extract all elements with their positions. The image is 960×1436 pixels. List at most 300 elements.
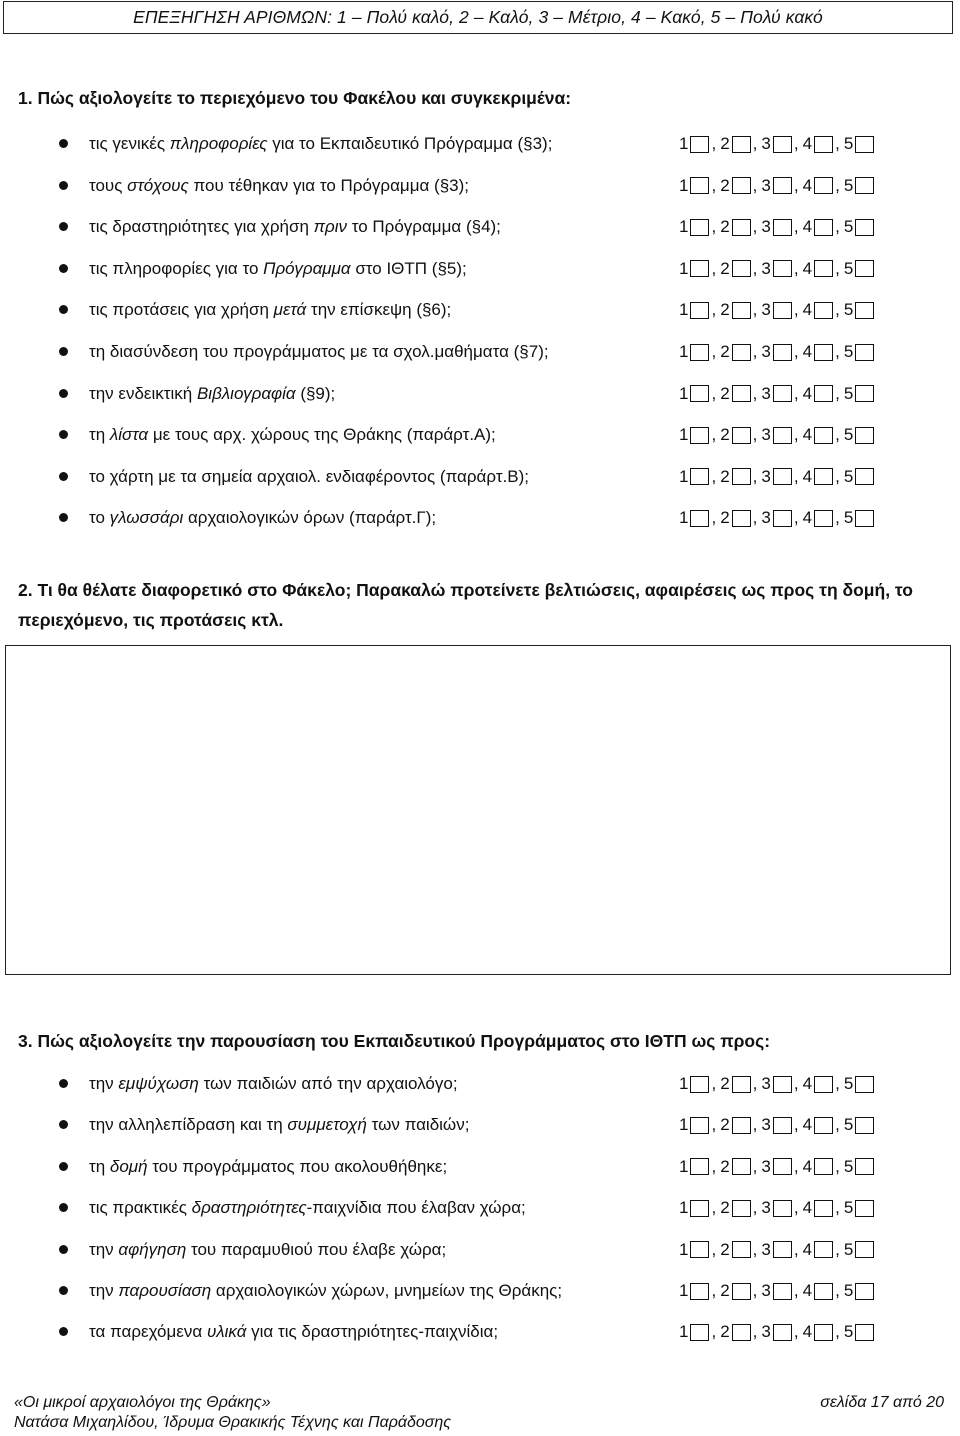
rating-option-number: 1: [679, 1074, 689, 1093]
rating-checkbox[interactable]: [690, 427, 709, 444]
rating-row: [0, 1279, 960, 1303]
separator: ,: [835, 342, 840, 361]
rating-option-number: 5: [843, 258, 854, 278]
label-pre: την: [89, 1239, 119, 1259]
separator: ,: [752, 1074, 758, 1093]
separator: ,: [793, 1281, 799, 1300]
rating-option: [844, 298, 874, 322]
rating-option-number: 1: [679, 175, 689, 195]
rating-option-number: 2: [720, 1239, 730, 1259]
rating-checkbox[interactable]: [773, 1076, 792, 1093]
rating-checkbox[interactable]: [855, 344, 874, 361]
separator: ,: [835, 425, 840, 445]
rating-option-number: 1: [679, 134, 689, 153]
rating-option-number: 3: [761, 175, 771, 195]
rating-option: [844, 1196, 874, 1220]
rating-row: [0, 174, 960, 198]
footer-title: «Οι μικροί αρχαιολόγοι της Θράκης»: [14, 1394, 271, 1411]
rating-option: [803, 1072, 833, 1096]
rating-checkbox[interactable]: [855, 1117, 874, 1134]
rating-option: [720, 1320, 750, 1344]
rating-row: [0, 215, 960, 239]
rating-checkbox[interactable]: [773, 1283, 792, 1300]
rating-option: [720, 257, 750, 281]
separator: ,: [793, 508, 799, 528]
label-post: την επίσκεψη (§6);: [306, 300, 452, 320]
label-em: δραστηριότητες: [191, 1198, 307, 1218]
label-post: του παραμυθιού που έλαβε χώρα;: [186, 1239, 447, 1259]
rating-option: [844, 1238, 874, 1262]
separator: ,: [793, 1074, 799, 1093]
separator: ,: [752, 1322, 758, 1342]
rating-option-number: 1: [679, 1115, 689, 1135]
rating-checkbox[interactable]: [773, 177, 792, 194]
rating-checkbox[interactable]: [855, 136, 874, 153]
separator: ,: [711, 258, 717, 278]
rating-checkbox[interactable]: [732, 136, 751, 153]
rating-checkbox[interactable]: [855, 385, 874, 402]
separator: ,: [835, 1198, 840, 1218]
label-em: αφήγηση: [118, 1239, 187, 1259]
rating-row-label: [89, 1072, 458, 1096]
rating-row: [0, 1072, 960, 1096]
rating-scale: [679, 132, 874, 156]
rating-option: [803, 1196, 833, 1220]
label-em: λίστα: [109, 425, 149, 445]
rating-checkbox[interactable]: [773, 136, 792, 153]
rating-option: [761, 215, 791, 239]
rating-option-number: 4: [802, 1281, 813, 1300]
label-post: των παιδιών από την αρχαιολόγο;: [198, 1074, 458, 1093]
label-pre: τη: [89, 1156, 110, 1176]
label-pre: την: [89, 1074, 119, 1093]
separator: ,: [835, 1074, 840, 1093]
rating-scale: [679, 174, 874, 198]
rating-checkbox[interactable]: [855, 468, 874, 485]
rating-checkbox[interactable]: [855, 427, 874, 444]
label-em: παρουσίαση: [118, 1281, 212, 1300]
rating-option: [844, 257, 874, 281]
separator: ,: [835, 466, 840, 486]
rating-scale: [679, 1279, 874, 1303]
rating-option-number: 5: [843, 1281, 854, 1300]
rating-checkbox[interactable]: [773, 1241, 792, 1258]
separator: ,: [835, 1156, 840, 1176]
rating-option: [844, 174, 874, 198]
separator: ,: [711, 508, 717, 528]
rating-option: [720, 1279, 750, 1303]
rating-checkbox[interactable]: [690, 260, 709, 277]
rating-option-number: 2: [720, 1281, 730, 1300]
rating-option-number: 5: [843, 300, 854, 320]
separator: ,: [711, 300, 717, 320]
rating-option: [720, 1113, 750, 1137]
separator: ,: [711, 466, 717, 486]
separator: ,: [752, 1115, 758, 1135]
rating-option: [803, 1238, 833, 1262]
rating-row: [0, 298, 960, 322]
separator: ,: [752, 134, 758, 153]
label-em: Πρόγραμμα: [263, 258, 351, 278]
rating-option-number: 3: [761, 383, 771, 403]
rating-checkbox[interactable]: [814, 385, 833, 402]
rating-option-number: 5: [843, 425, 854, 445]
rating-checkbox[interactable]: [773, 1200, 792, 1217]
rating-option-number: 4: [802, 1322, 813, 1342]
rating-checkbox[interactable]: [732, 385, 751, 402]
rating-option: [679, 382, 709, 406]
bullet-icon: [59, 305, 68, 314]
rating-row: [0, 132, 960, 156]
separator: ,: [793, 1198, 799, 1218]
rating-option: [679, 132, 709, 156]
separator: ,: [752, 1198, 758, 1218]
rating-option-number: 4: [802, 300, 813, 320]
separator: ,: [835, 1281, 840, 1300]
rating-checkbox[interactable]: [690, 510, 709, 527]
rating-checkbox[interactable]: [773, 510, 792, 527]
rating-checkbox[interactable]: [855, 302, 874, 319]
rating-option-number: 1: [679, 1156, 689, 1176]
rating-option-number: 2: [720, 217, 730, 237]
rating-checkbox[interactable]: [814, 1200, 833, 1217]
separator: ,: [793, 134, 799, 153]
rating-option-number: 5: [843, 342, 854, 361]
rating-checkbox[interactable]: [814, 260, 833, 277]
rating-checkbox[interactable]: [855, 1076, 874, 1093]
rating-option-number: 3: [761, 425, 771, 445]
separator: ,: [752, 1156, 758, 1176]
rating-checkbox[interactable]: [855, 1158, 874, 1175]
rating-checkbox[interactable]: [732, 302, 751, 319]
rating-option-number: 4: [802, 383, 813, 403]
rating-checkbox[interactable]: [690, 302, 709, 319]
rating-scale: [679, 1072, 874, 1096]
label-post: για τις δραστηριότητες-παιχνίδια;: [246, 1322, 499, 1342]
bullet-icon: [59, 1286, 68, 1295]
rating-checkbox[interactable]: [732, 1200, 751, 1217]
label-post: το Πρόγραμμα (§4);: [347, 217, 501, 237]
label-post: στο ΙΘΤΠ (§5);: [350, 258, 467, 278]
rating-scale: [679, 340, 874, 364]
rating-option-number: 5: [843, 134, 854, 153]
rating-option-number: 2: [720, 134, 730, 153]
separator: ,: [793, 466, 799, 486]
separator: ,: [711, 1322, 717, 1342]
rating-checkbox[interactable]: [690, 1158, 709, 1175]
rating-checkbox[interactable]: [773, 468, 792, 485]
rating-option-number: 2: [720, 1322, 730, 1342]
rating-option: [720, 132, 750, 156]
label-post: αρχαιολογικών όρων (παράρτ.Γ);: [183, 508, 437, 528]
rating-checkbox[interactable]: [773, 427, 792, 444]
rating-option: [720, 340, 750, 364]
rating-option: [761, 423, 791, 447]
rating-checkbox[interactable]: [855, 219, 874, 236]
rating-option: [679, 174, 709, 198]
rating-option: [803, 1113, 833, 1137]
rating-option-number: 4: [802, 342, 813, 361]
rating-checkbox[interactable]: [690, 1241, 709, 1258]
rating-scale: [679, 465, 874, 489]
rating-option: [720, 382, 750, 406]
label-pre: τις πρακτικές: [89, 1198, 192, 1218]
rating-checkbox[interactable]: [773, 260, 792, 277]
rating-checkbox[interactable]: [690, 177, 709, 194]
rating-checkbox[interactable]: [690, 1076, 709, 1093]
rating-checkbox[interactable]: [732, 427, 751, 444]
label-post: -παιχνίδια που έλαβαν χώρα;: [306, 1198, 526, 1218]
rating-checkbox[interactable]: [814, 1158, 833, 1175]
rating-row-label: [89, 298, 451, 322]
rating-checkbox[interactable]: [855, 177, 874, 194]
separator: ,: [752, 175, 758, 195]
legend-prefix: ΕΠΕΞΗΓΗΣΗ ΑΡΙΘΜΩΝ:: [133, 7, 333, 27]
rating-option-number: 2: [720, 383, 730, 403]
rating-option-number: 4: [802, 1156, 813, 1176]
rating-option-number: 1: [679, 1281, 689, 1300]
rating-option-number: 2: [720, 300, 730, 320]
rating-checkbox[interactable]: [690, 1324, 709, 1341]
rating-option: [844, 465, 874, 489]
separator: ,: [752, 425, 758, 445]
rating-checkbox[interactable]: [855, 1241, 874, 1258]
question-2-answer-box[interactable]: [5, 645, 951, 975]
rating-checkbox[interactable]: [814, 1076, 833, 1093]
rating-option-number: 4: [802, 258, 813, 278]
rating-checkbox[interactable]: [690, 1200, 709, 1217]
rating-checkbox[interactable]: [732, 510, 751, 527]
rating-checkbox[interactable]: [732, 1283, 751, 1300]
rating-option: [761, 1113, 791, 1137]
rating-checkbox[interactable]: [690, 1283, 709, 1300]
label-pre: τα παρεχόμενα: [89, 1322, 207, 1342]
rating-option-number: 2: [720, 1198, 730, 1218]
rating-option-number: 5: [843, 1322, 854, 1342]
rating-checkbox[interactable]: [814, 1324, 833, 1341]
rating-option: [803, 340, 833, 364]
rating-option-number: 1: [679, 1322, 689, 1342]
rating-option: [803, 382, 833, 406]
rating-checkbox[interactable]: [732, 1241, 751, 1258]
separator: ,: [793, 175, 799, 195]
rating-checkbox[interactable]: [732, 1117, 751, 1134]
rating-checkbox[interactable]: [814, 510, 833, 527]
rating-option-number: 2: [720, 175, 730, 195]
label-post: του προγράμματος που ακολουθήθηκε;: [147, 1156, 448, 1176]
separator: ,: [711, 217, 717, 237]
rating-option-number: 4: [802, 1115, 813, 1135]
bullet-icon: [59, 1203, 68, 1212]
separator: ,: [793, 258, 799, 278]
rating-checkbox[interactable]: [690, 468, 709, 485]
rating-checkbox[interactable]: [690, 219, 709, 236]
rating-checkbox[interactable]: [732, 344, 751, 361]
rating-option: [679, 257, 709, 281]
rating-checkbox[interactable]: [773, 302, 792, 319]
rating-legend: [3, 1, 953, 34]
bullet-icon: [59, 264, 68, 273]
rating-checkbox[interactable]: [855, 510, 874, 527]
footer-page-number: σελίδα 17 από 20: [820, 1394, 944, 1411]
rating-checkbox[interactable]: [814, 302, 833, 319]
bullet-icon: [59, 139, 68, 148]
rating-option-number: 5: [843, 1239, 854, 1259]
rating-option-number: 3: [761, 258, 771, 278]
rating-option-number: 2: [720, 1156, 730, 1176]
rating-option-number: 3: [761, 1074, 771, 1093]
rating-checkbox[interactable]: [773, 1324, 792, 1341]
question-1-title: 1. Πώς αξιολογείτε το περιεχόμενο του Φακέλου και συγκεκριμένα:: [18, 88, 572, 108]
rating-checkbox[interactable]: [690, 136, 709, 153]
rating-option: [679, 1113, 709, 1137]
rating-checkbox[interactable]: [773, 1158, 792, 1175]
rating-row-label: [89, 1238, 446, 1262]
rating-option: [803, 423, 833, 447]
rating-option-number: 1: [679, 425, 689, 445]
separator: ,: [793, 1156, 799, 1176]
rating-checkbox[interactable]: [814, 1283, 833, 1300]
rating-row-label: [89, 257, 467, 281]
rating-option-number: 3: [761, 342, 771, 361]
rating-checkbox[interactable]: [855, 1283, 874, 1300]
rating-checkbox[interactable]: [690, 385, 709, 402]
rating-row: [0, 257, 960, 281]
separator: ,: [711, 1239, 717, 1259]
separator: ,: [793, 342, 799, 361]
rating-checkbox[interactable]: [732, 177, 751, 194]
separator: ,: [793, 217, 799, 237]
label-pre: το: [89, 508, 110, 528]
rating-option-number: 1: [679, 508, 689, 528]
rating-checkbox[interactable]: [814, 344, 833, 361]
rating-option: [803, 1320, 833, 1344]
label-pre: τους: [89, 175, 128, 195]
rating-option-number: 1: [679, 300, 689, 320]
rating-checkbox[interactable]: [773, 219, 792, 236]
rating-option: [761, 257, 791, 281]
bullet-icon: [59, 222, 68, 231]
separator: ,: [835, 383, 840, 403]
rating-option-number: 5: [843, 383, 854, 403]
rating-option-number: 4: [802, 1074, 813, 1093]
rating-checkbox[interactable]: [814, 427, 833, 444]
rating-checkbox[interactable]: [773, 344, 792, 361]
rating-option: [844, 1279, 874, 1303]
separator: ,: [711, 1156, 717, 1176]
separator: ,: [793, 300, 799, 320]
rating-option-number: 1: [679, 1198, 689, 1218]
separator: ,: [793, 1239, 799, 1259]
rating-scale: [679, 506, 874, 530]
rating-checkbox[interactable]: [855, 1324, 874, 1341]
rating-row-label: [89, 1113, 469, 1137]
rating-checkbox[interactable]: [732, 260, 751, 277]
rating-checkbox[interactable]: [732, 219, 751, 236]
bullet-icon: [59, 1120, 68, 1129]
rating-option: [720, 1238, 750, 1262]
rating-checkbox[interactable]: [814, 177, 833, 194]
separator: ,: [752, 1239, 758, 1259]
rating-checkbox[interactable]: [690, 344, 709, 361]
rating-option-number: 4: [802, 425, 813, 445]
label-em: μετά: [273, 300, 307, 320]
rating-option-number: 3: [761, 1322, 771, 1342]
rating-checkbox[interactable]: [814, 468, 833, 485]
rating-option-number: 5: [843, 1074, 854, 1093]
label-post: των παιδιών;: [366, 1115, 470, 1135]
rating-option-number: 2: [720, 466, 730, 486]
rating-checkbox[interactable]: [690, 1117, 709, 1134]
rating-checkbox[interactable]: [773, 1117, 792, 1134]
separator: ,: [835, 134, 840, 153]
rating-option: [761, 1279, 791, 1303]
rating-checkbox[interactable]: [732, 1324, 751, 1341]
rating-option-number: 3: [761, 300, 771, 320]
rating-checkbox[interactable]: [773, 385, 792, 402]
rating-row-label: [89, 465, 529, 489]
rating-checkbox[interactable]: [855, 1200, 874, 1217]
question-3-title: 3. Πώς αξιολογείτε την παρουσίαση του Εκπαιδευτικού Προγράμματος στο ΙΘΤΠ ως προς:: [18, 1031, 771, 1051]
rating-option: [720, 215, 750, 239]
bullet-icon: [59, 1162, 68, 1171]
separator: ,: [752, 217, 758, 237]
rating-checkbox[interactable]: [814, 219, 833, 236]
rating-row: [0, 382, 960, 406]
rating-checkbox[interactable]: [732, 468, 751, 485]
label-em: στόχους: [127, 175, 189, 195]
rating-option: [720, 1072, 750, 1096]
rating-option-number: 4: [802, 466, 813, 486]
bullet-icon: [59, 472, 68, 481]
label-pre: τις δραστηριότητες για χρήση: [89, 217, 314, 237]
label-post: με τους αρχ. χώρους της Θράκης (παράρτ.Α);: [148, 425, 496, 445]
rating-scale: [679, 1238, 874, 1262]
label-post: για το Εκπαιδευτικό Πρόγραμμα (§3);: [267, 134, 553, 153]
rating-checkbox[interactable]: [732, 1076, 751, 1093]
rating-option-number: 2: [720, 425, 730, 445]
label-pre: τις πληροφορίες για το: [89, 258, 264, 278]
separator: ,: [793, 383, 799, 403]
bullet-icon: [59, 1245, 68, 1254]
rating-option-number: 4: [802, 1239, 813, 1259]
rating-option: [720, 423, 750, 447]
rating-option: [761, 1072, 791, 1096]
rating-option: [844, 340, 874, 364]
separator: ,: [711, 134, 717, 153]
label-em: Βιβλιογραφία: [196, 383, 296, 403]
rating-option: [803, 257, 833, 281]
rating-scale: [679, 382, 874, 406]
rating-checkbox[interactable]: [732, 1158, 751, 1175]
rating-option: [761, 1155, 791, 1179]
rating-row-label: [89, 506, 436, 530]
rating-checkbox[interactable]: [814, 1241, 833, 1258]
rating-option: [761, 132, 791, 156]
rating-checkbox[interactable]: [855, 260, 874, 277]
rating-option: [844, 423, 874, 447]
rating-option: [679, 1155, 709, 1179]
rating-option: [761, 506, 791, 530]
label-pre: το χάρτη με τα σημεία αρχαιολ. ενδιαφέροντος (παράρτ.Β);: [89, 466, 529, 486]
rating-checkbox[interactable]: [814, 136, 833, 153]
rating-checkbox[interactable]: [814, 1117, 833, 1134]
rating-option: [761, 1320, 791, 1344]
separator: ,: [835, 508, 840, 528]
rating-scale: [679, 298, 874, 322]
label-em: υλικά: [206, 1322, 247, 1342]
rating-row: [0, 1196, 960, 1220]
